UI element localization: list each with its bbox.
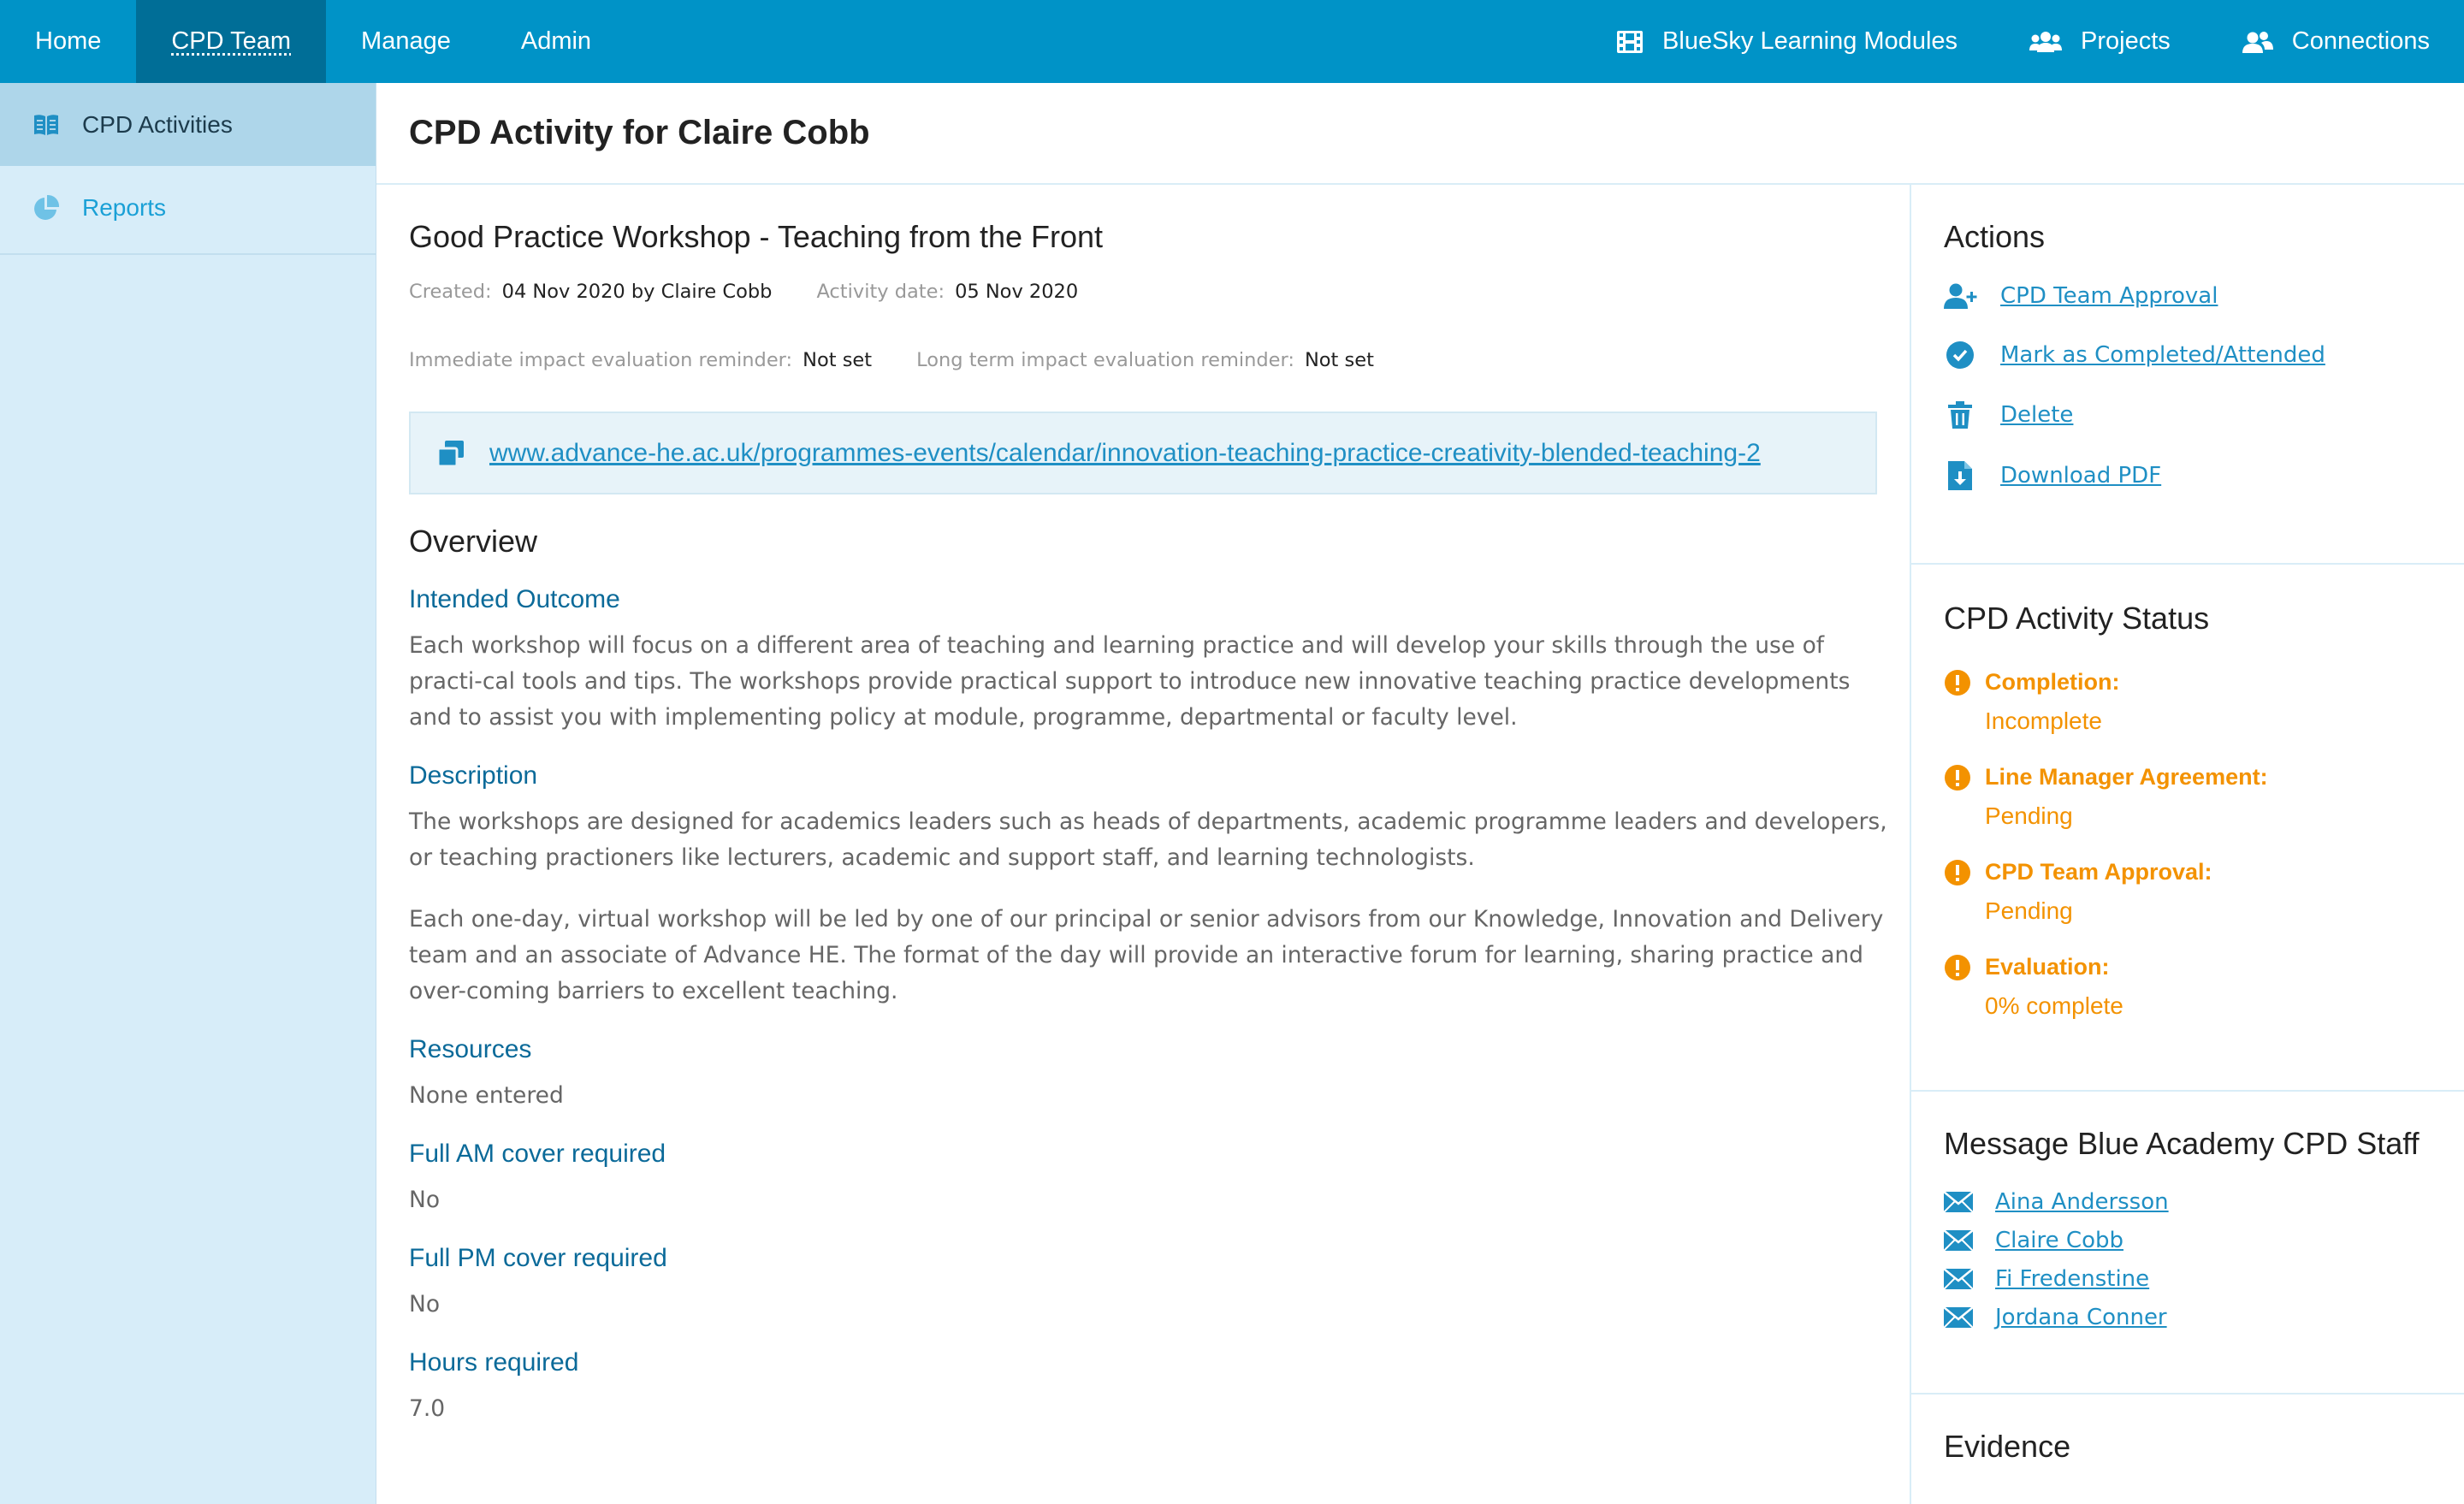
created-label: Created:	[409, 281, 492, 303]
am-cover-heading: Full AM cover required	[409, 1140, 666, 1168]
evidence-heading: Evidence	[1944, 1429, 2071, 1464]
activity-date-value: 05 Nov 2020	[955, 281, 1079, 303]
activity-meta	[409, 281, 1877, 303]
alert-icon	[1944, 764, 1971, 791]
longterm-reminder-label: Long term impact evaluation reminder:	[916, 349, 1294, 371]
pm-cover-value: No	[409, 1291, 441, 1317]
evidence-section	[1911, 1394, 2464, 1465]
status-label: Line Manager Agreement:	[1985, 764, 2268, 790]
am-cover-value: No	[409, 1187, 441, 1213]
delete-link[interactable]: Delete	[2000, 402, 2074, 428]
nav-home-label: Home	[35, 27, 102, 55]
staff-jordana-conner-link[interactable]: Jordana Conner	[1995, 1305, 2167, 1330]
check-circle-icon	[1946, 340, 1975, 370]
nav-manage[interactable]	[326, 0, 486, 83]
external-link-icon	[436, 439, 465, 468]
nav-projects-label: Projects	[2081, 27, 2171, 55]
staff-claire-cobb-link[interactable]: Claire Cobb	[1995, 1228, 2123, 1253]
users-icon	[2242, 30, 2273, 54]
nav-cpd-team-label: CPD Team	[171, 27, 292, 55]
message-staff-item	[1944, 1266, 2431, 1292]
message-staff-heading: Message Blue Academy CPD Staff	[1944, 1126, 2420, 1161]
created-value: 04 Nov 2020 by Claire Cobb	[501, 281, 773, 303]
sidebar-item-cpd-activities[interactable]	[0, 83, 376, 166]
nav-connections[interactable]	[2242, 27, 2430, 56]
description-heading: Description	[409, 761, 538, 790]
film-icon	[1616, 30, 1644, 54]
activity-url-link[interactable]: www.advance-he.ac.uk/programmes-events/calendar/innovation-teaching-practice-creativity-blended-teaching-2	[489, 438, 1761, 467]
pie-chart-icon	[33, 194, 60, 222]
evaluation-reminders	[409, 349, 1877, 371]
page-header	[376, 83, 2464, 185]
status-label: Completion:	[1985, 669, 2120, 695]
sidebar	[0, 83, 376, 1504]
sidebar-item-reports[interactable]	[0, 166, 376, 249]
description-text-2: Each one-day, virtual workshop will be led by one of our principal or senior advisors from our Knowledge, Innovation and Delivery team and an associate of Advance HE. The format of the day will provide an interactive forum for learning, sharing practice and over-coming barriers to excellent teaching.	[409, 906, 1884, 1004]
envelope-icon	[1944, 1269, 1973, 1289]
book-icon	[33, 113, 60, 137]
hours-value: 7.0	[409, 1395, 446, 1422]
top-nav	[0, 0, 2464, 83]
download-pdf-link[interactable]: Download PDF	[2000, 463, 2162, 489]
user-plus-icon	[1944, 282, 1978, 310]
pm-cover-heading: Full PM cover required	[409, 1244, 667, 1272]
status-section	[1911, 565, 2464, 1092]
envelope-icon	[1944, 1192, 1973, 1212]
envelope-icon	[1944, 1307, 1973, 1328]
right-panel	[1911, 185, 2464, 1504]
staff-aina-andersson-link[interactable]: Aina Andersson	[1995, 1189, 2169, 1215]
top-nav-left	[0, 0, 626, 83]
alert-icon	[1944, 669, 1971, 696]
activity-content	[376, 185, 1911, 1504]
status-completion	[1944, 669, 2431, 735]
description-text-1: The workshops are designed for academics leaders such as heads of departments, academic programme leaders and developers, or teaching practioners like lecturers, academic and support staff, and learning technologists.	[409, 808, 1887, 871]
status-label: CPD Team Approval:	[1985, 859, 2212, 885]
action-mark-completed	[1944, 340, 2431, 370]
alert-icon	[1944, 954, 1971, 981]
status-value: Incomplete	[1985, 708, 2102, 734]
intended-outcome-text: Each workshop will focus on a different area of teaching and learning practice and will develop your skills through the use of practi-cal tools and tips. The workshops provide practical support to introduce new innovative teaching practice developments and to assist you with implementing policy at module, programme, departmental or faculty level.	[409, 632, 1851, 731]
status-value: 0% complete	[1985, 992, 2123, 1019]
alert-icon	[1944, 859, 1971, 886]
message-staff-item	[1944, 1189, 2431, 1215]
status-value: Pending	[1985, 802, 2073, 829]
nav-projects[interactable]	[2029, 27, 2171, 56]
longterm-reminder-value: Not set	[1304, 349, 1374, 371]
nav-connections-label: Connections	[2291, 27, 2430, 55]
hours-heading: Hours required	[409, 1348, 579, 1377]
sidebar-divider	[0, 253, 376, 255]
status-text	[1985, 764, 2268, 830]
immediate-reminder-value: Not set	[803, 349, 873, 371]
action-download-pdf	[1944, 460, 2431, 491]
status-text	[1985, 859, 2212, 925]
trash-icon	[1947, 400, 1973, 429]
activity-date-label: Activity date:	[816, 281, 945, 303]
status-line-manager	[1944, 764, 2431, 830]
message-staff-item	[1944, 1305, 2431, 1330]
status-text	[1985, 954, 2123, 1020]
page-title: CPD Activity for Claire Cobb	[409, 114, 870, 151]
resources-heading: Resources	[409, 1035, 532, 1063]
status-value: Pending	[1985, 897, 2073, 924]
nav-home[interactable]	[0, 0, 136, 83]
download-file-icon	[1947, 460, 1973, 491]
immediate-reminder-label: Immediate impact evaluation reminder:	[409, 349, 793, 371]
nav-learning-modules-label: BlueSky Learning Modules	[1662, 27, 1958, 55]
status-label: Evaluation:	[1985, 954, 2110, 980]
envelope-icon	[1944, 1230, 1973, 1251]
intended-outcome-heading: Intended Outcome	[409, 585, 620, 613]
message-staff-section	[1911, 1092, 2464, 1394]
nav-learning-modules[interactable]	[1616, 27, 1958, 56]
sidebar-item-label: CPD Activities	[82, 110, 233, 138]
nav-cpd-team[interactable]	[136, 0, 326, 83]
activity-title: Good Practice Workshop - Teaching from the Front	[409, 219, 1104, 254]
status-heading: CPD Activity Status	[1944, 601, 2210, 636]
nav-manage-label: Manage	[361, 27, 451, 55]
cpd-team-approval-link[interactable]: CPD Team Approval	[2000, 283, 2218, 309]
overview-heading: Overview	[409, 524, 538, 559]
nav-admin[interactable]	[486, 0, 626, 83]
staff-fi-fredenstine-link[interactable]: Fi Fredenstine	[1995, 1266, 2150, 1292]
resources-value: None entered	[409, 1082, 564, 1109]
status-text	[1985, 669, 2119, 735]
actions-section	[1911, 185, 2464, 565]
top-nav-right	[1544, 0, 2464, 83]
status-evaluation	[1944, 954, 2431, 1020]
message-staff-item	[1944, 1228, 2431, 1253]
actions-heading: Actions	[1944, 219, 2046, 254]
status-cpd-team-approval	[1944, 859, 2431, 925]
group-icon	[2029, 31, 2062, 53]
activity-url-box	[409, 412, 1877, 494]
mark-completed-link[interactable]: Mark as Completed/Attended	[2000, 342, 2325, 368]
nav-admin-label: Admin	[520, 27, 592, 55]
sidebar-item-label: Reports	[82, 193, 167, 221]
action-delete	[1944, 400, 2431, 429]
action-cpd-team-approval	[1944, 282, 2431, 310]
